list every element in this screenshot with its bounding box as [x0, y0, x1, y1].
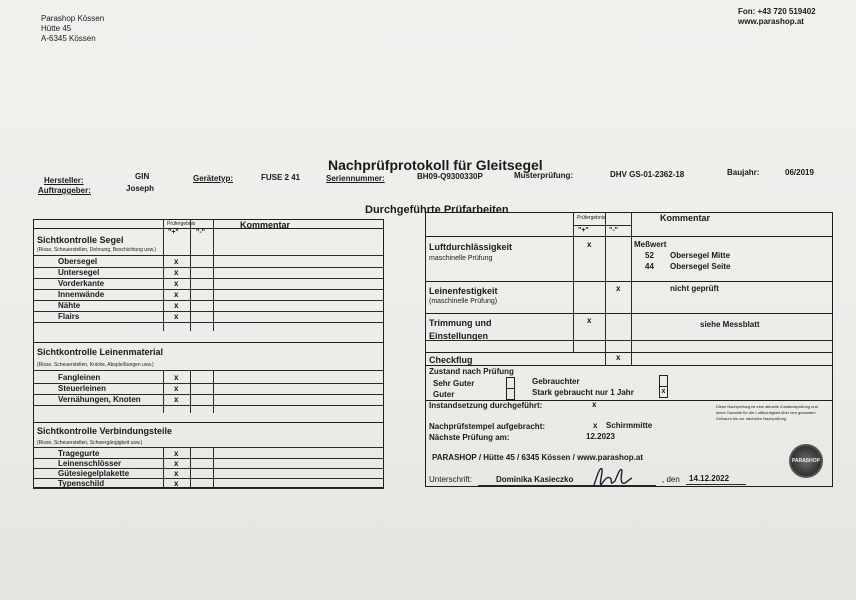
trimm-comment: siehe Messblatt [700, 320, 760, 329]
section-title: Durchgeführte Prüfarbeiten [365, 204, 509, 216]
luft-subtitle: maschinelle Prüfung [429, 255, 493, 262]
checkflug-mark: x [616, 353, 621, 362]
zustand-stark: Stark gebraucht nur 1 Jahr [532, 388, 634, 397]
signature-label: Unterschrift: [429, 475, 473, 484]
segel-row-mark: x [174, 312, 179, 321]
stempel-where: Schirmmitte [606, 421, 653, 430]
segel-row-label: Nähte [58, 301, 81, 310]
segel-row-mark: x [174, 279, 179, 288]
luft-title: Luftdurchlässigkeit [429, 242, 513, 252]
trimm-title-2: Einstellungen [429, 331, 489, 341]
zustand-sehr-guter: Sehr Guter [433, 379, 475, 388]
auftraggeber-label: Auftraggeber: [38, 186, 91, 195]
company-phone: Fon: +43 720 519402 [738, 7, 816, 16]
zustand-title: Zustand nach Prüfung [429, 367, 514, 376]
right-inspection-table [425, 212, 833, 487]
muster-label: Musterprüfung: [514, 171, 574, 180]
checkflug-title: Checkflug [429, 355, 473, 365]
leinen-row-label: Fangleinen [58, 373, 101, 382]
segel-row-label: Vorderkante [58, 279, 105, 288]
parashop-seal [789, 444, 823, 478]
segel-row-label: Untersegel [58, 268, 100, 277]
muster-value: DHV GS-01-2362-18 [610, 170, 685, 179]
zustand-stark-checkbox: x [659, 386, 668, 398]
company-address [41, 14, 104, 44]
verb-title: Sichtkontrolle Verbindungsteile [37, 426, 173, 436]
leinen-row-label: Steuerleinen [58, 384, 107, 393]
geraetetyp-value: FUSE 2 41 [261, 173, 301, 182]
verb-subtitle: (Risse, Scheuerstellen, Schwergängigkeit usw.) [37, 440, 143, 446]
messwert-1-label: Obersegel Mitte [670, 251, 731, 260]
segel-row-mark: x [174, 268, 179, 277]
messwert-2-value: 44 [645, 262, 654, 271]
verb-row-label: Tragegurte [58, 449, 100, 458]
hersteller-value: GIN [135, 172, 150, 181]
segel-row-mark: x [174, 301, 179, 310]
verb-row-mark: x [174, 449, 179, 458]
company-city: A-6345 Kössen [41, 34, 96, 43]
right-plus-header: "+" [578, 227, 589, 234]
verb-row-label: Gütesiegelplakette [58, 469, 130, 478]
luft-mark: x [587, 240, 592, 249]
segel-row-label: Obersegel [58, 257, 98, 266]
right-kommentar-header: Kommentar [660, 213, 711, 223]
serien-value: BH09-Q9300330P [417, 172, 483, 181]
stempel-label: Nachprüfstempel aufgebracht: [429, 422, 546, 431]
leinenfest-comment: nicht geprüft [670, 284, 719, 293]
signer-name: Dominika Kasieczko [496, 475, 574, 484]
verb-row-label: Leinenschlösser [58, 459, 122, 468]
next-check-value: 12.2023 [586, 432, 615, 441]
messwert-1-value: 52 [645, 251, 654, 260]
segel-row-mark: x [174, 290, 179, 299]
leinen-row-label: Vernähungen, Knoten [58, 395, 141, 404]
trimm-mark: x [587, 316, 592, 325]
stempel-mark: x [593, 421, 598, 430]
seal-text: PARASHOP [792, 458, 820, 464]
segel-row-label: Flairs [58, 312, 80, 321]
hersteller-label: Hersteller: [44, 176, 84, 185]
instand-label: Instandsetzung durchgeführt: [429, 401, 543, 410]
zustand-guter: Guter [433, 390, 455, 399]
leinen-row-mark: x [174, 384, 179, 393]
leinenfest-subtitle: (maschinelle Prüfung) [429, 298, 498, 305]
handwritten-signature [590, 463, 634, 489]
footer-address: PARASHOP / Hütte 45 / 6345 Kössen / www.parashop.at [432, 453, 644, 462]
company-street: Hütte 45 [41, 24, 72, 33]
baujahr-value: 06/2019 [785, 168, 814, 177]
left-minus-header: "-" [196, 229, 205, 236]
messwert-2-label: Obersegel Seite [670, 262, 731, 271]
zustand-guter-checkbox [506, 388, 515, 400]
verb-row-mark: x [174, 469, 179, 478]
segel-title: Sichtkontrolle Segel [37, 235, 124, 245]
disclaimer: Diese Nachprüfung ist eine aktuelle Zustandsprüfung und keine Garantie für die Lufttüchtigkeit über den gesamten Zeitraum bis zur nächsten Nachprüfung [716, 404, 818, 421]
leinen-subtitle: (Risse, Scheuerstellen, Knicke, Abspleißungen usw.) [37, 362, 154, 368]
leinenfest-title: Leinenfestigkeit [429, 286, 498, 296]
next-check-label: Nächste Prüfung am: [429, 433, 510, 442]
trimm-title-1: Trimmung und [429, 318, 492, 328]
instand-mark: x [592, 400, 597, 409]
left-plus-header: "+" [168, 229, 179, 236]
right-minus-header: "-" [609, 227, 618, 234]
verb-row-mark: x [174, 479, 179, 488]
verb-row-mark: x [174, 459, 179, 468]
company-name: Parashop Kössen [41, 14, 105, 23]
date-value: 14.12.2022 [689, 474, 730, 483]
company-web: www.parashop.at [738, 17, 804, 26]
left-pruefergebnis-header: Prüfergebnis [167, 221, 196, 227]
messwert-label: Meßwert [634, 240, 667, 249]
leinen-row-mark: x [174, 395, 179, 404]
document-title: Nachprüfprotokoll für Gleitsegel [328, 157, 543, 173]
date-label: , den [662, 475, 680, 484]
segel-row-mark: x [174, 257, 179, 266]
baujahr-label: Baujahr: [727, 168, 760, 177]
auftraggeber-value: Joseph [126, 184, 155, 193]
serien-label: Seriennummer: [326, 174, 385, 183]
right-pruefergebnis-header: Prüfergebnis [577, 215, 606, 221]
leinen-title: Sichtkontrolle Leinenmaterial [37, 347, 164, 357]
company-contact [738, 7, 816, 27]
geraetetyp-label: Gerätetyp: [193, 174, 234, 183]
zustand-gebrauchter: Gebrauchter [532, 377, 580, 386]
leinenfest-mark: x [616, 284, 621, 293]
verb-row-label: Typenschild [58, 479, 105, 488]
segel-row-label: Innenwände [58, 290, 105, 299]
leinen-row-mark: x [174, 373, 179, 382]
segel-subtitle: (Risse, Scheuerstellen, Dehnung, Beschichtung usw.) [37, 247, 156, 253]
left-kommentar-header: Kommentar [240, 220, 291, 230]
